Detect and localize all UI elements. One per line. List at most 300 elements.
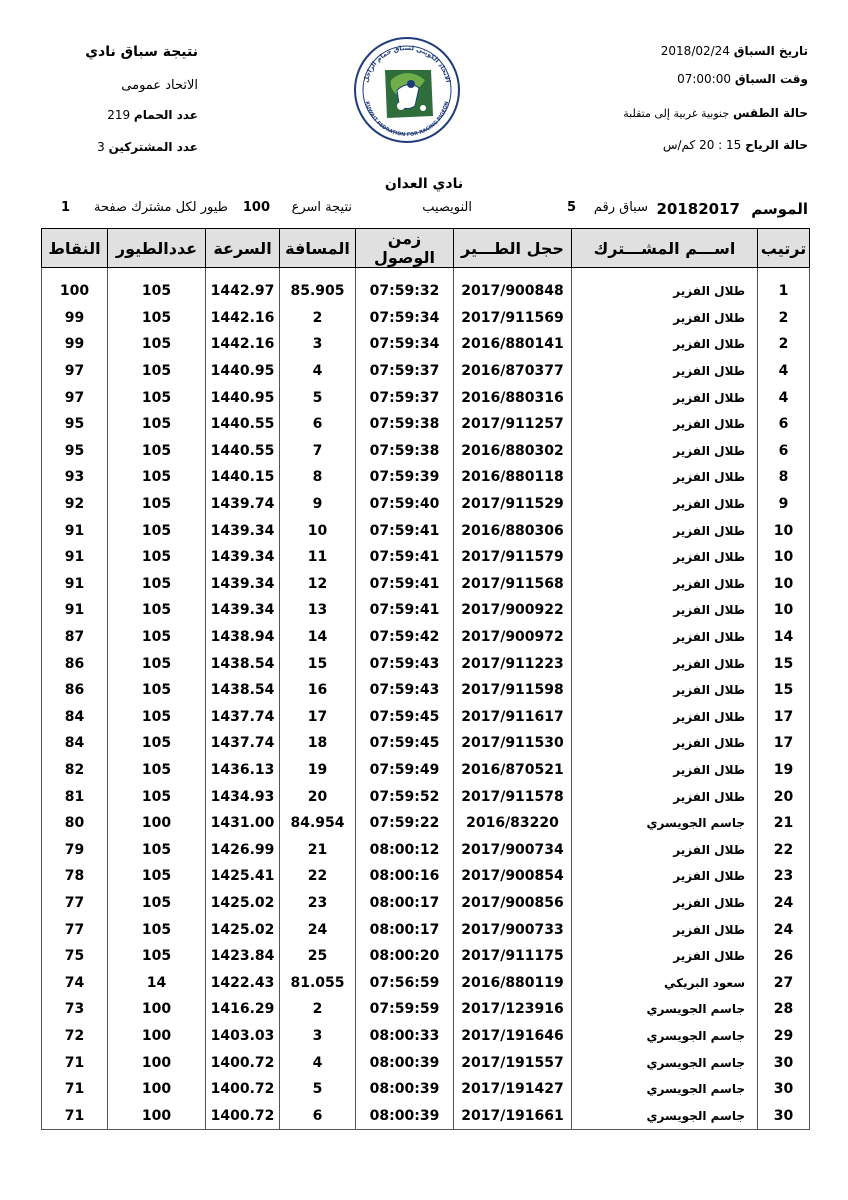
table-row bbox=[42, 757, 810, 784]
points-cell: 92 bbox=[42, 491, 108, 518]
distance-cell: 13 bbox=[280, 597, 356, 624]
ring-cell: 2017/123916 bbox=[454, 996, 572, 1023]
arrival-cell: 07:59:22 bbox=[356, 810, 454, 837]
participant-cell: طلال الفزير bbox=[572, 836, 758, 863]
points-cell: 91 bbox=[42, 517, 108, 544]
distance-cell: 4 bbox=[280, 1049, 356, 1076]
table-row bbox=[42, 571, 810, 598]
rank-cell: 29 bbox=[758, 1023, 810, 1050]
points-cell: 71 bbox=[42, 1049, 108, 1076]
distance-cell: 14 bbox=[280, 624, 356, 651]
rank-cell: 30 bbox=[758, 1102, 810, 1129]
arrival-cell: 08:00:39 bbox=[356, 1049, 454, 1076]
rank-cell: 4 bbox=[758, 384, 810, 411]
arrival-cell: 07:59:34 bbox=[356, 331, 454, 358]
distance-cell: 21 bbox=[280, 836, 356, 863]
table-row bbox=[42, 544, 810, 571]
participant-cell: سعود البريكي bbox=[572, 969, 758, 996]
ring-cell: 2016/870377 bbox=[454, 358, 572, 385]
table-row bbox=[42, 783, 810, 810]
birds-cell: 105 bbox=[108, 704, 206, 731]
fastest-value: 100 bbox=[242, 200, 270, 215]
table-row bbox=[42, 597, 810, 624]
arrival-cell: 08:00:17 bbox=[356, 890, 454, 917]
season-label: الموسم bbox=[751, 200, 808, 218]
table-row bbox=[42, 624, 810, 651]
ring-cell: 2017/911569 bbox=[454, 305, 572, 332]
birds-cell: 100 bbox=[108, 1023, 206, 1050]
points-cell: 91 bbox=[42, 571, 108, 598]
arrival-cell: 07:59:37 bbox=[356, 358, 454, 385]
participant-cell: جاسم الجويسري bbox=[572, 996, 758, 1023]
birds-cell: 100 bbox=[108, 996, 206, 1023]
participant-cell: جاسم الجويسري bbox=[572, 810, 758, 837]
arrival-cell: 08:00:39 bbox=[356, 1076, 454, 1103]
points-cell: 99 bbox=[42, 331, 108, 358]
speed-cell: 1422.43 bbox=[206, 969, 280, 996]
rank-cell: 14 bbox=[758, 624, 810, 651]
speed-cell: 1437.74 bbox=[206, 704, 280, 731]
speed-cell: 1425.41 bbox=[206, 863, 280, 890]
arrival-cell: 07:59:34 bbox=[356, 305, 454, 332]
participant-cell: طلال الفزير bbox=[572, 943, 758, 970]
pigeon-count-value: 219 bbox=[107, 108, 131, 122]
points-cell: 74 bbox=[42, 969, 108, 996]
rank-cell: 23 bbox=[758, 863, 810, 890]
participant-cell: طلال الفزير bbox=[572, 384, 758, 411]
birds-cell: 14 bbox=[108, 969, 206, 996]
table-row bbox=[42, 969, 810, 996]
arrival-cell: 07:59:32 bbox=[356, 278, 454, 305]
table-row bbox=[42, 278, 810, 305]
results-table bbox=[41, 228, 810, 1130]
race-date-value: 2018/02/24 bbox=[660, 44, 730, 58]
speed-cell: 1438.94 bbox=[206, 624, 280, 651]
participant-count-value: 3 bbox=[97, 140, 105, 154]
ring-cell: 2017/911223 bbox=[454, 650, 572, 677]
ring-cell: 2016/83220 bbox=[454, 810, 572, 837]
col-speed-header: السرعة bbox=[206, 229, 280, 268]
participant-cell: طلال الفزير bbox=[572, 544, 758, 571]
rank-cell: 30 bbox=[758, 1076, 810, 1103]
points-cell: 95 bbox=[42, 438, 108, 465]
arrival-cell: 07:59:59 bbox=[356, 996, 454, 1023]
rank-cell: 24 bbox=[758, 916, 810, 943]
participant-cell: طلال الفزير bbox=[572, 597, 758, 624]
ring-cell: 2017/911257 bbox=[454, 411, 572, 438]
points-cell: 78 bbox=[42, 863, 108, 890]
arrival-cell: 07:56:59 bbox=[356, 969, 454, 996]
rank-cell: 15 bbox=[758, 650, 810, 677]
fastest-label: نتيجة اسرع bbox=[291, 200, 352, 215]
rank-cell: 10 bbox=[758, 571, 810, 598]
col-rank-header: ترتيب bbox=[758, 229, 810, 268]
distance-cell: 84.954 bbox=[280, 810, 356, 837]
participant-cell: طلال الفزير bbox=[572, 517, 758, 544]
speed-cell: 1440.15 bbox=[206, 464, 280, 491]
speed-cell: 1442.16 bbox=[206, 331, 280, 358]
wind-value: 15 : 20 كم/س bbox=[662, 138, 742, 152]
points-cell: 97 bbox=[42, 384, 108, 411]
table-row bbox=[42, 1102, 810, 1129]
points-cell: 81 bbox=[42, 783, 108, 810]
table-row bbox=[42, 650, 810, 677]
birds-cell: 105 bbox=[108, 890, 206, 917]
participant-cell: جاسم الجويسري bbox=[572, 1076, 758, 1103]
participant-cell: جاسم الجويسري bbox=[572, 1023, 758, 1050]
speed-cell: 1426.99 bbox=[206, 836, 280, 863]
ring-cell: 2016/880302 bbox=[454, 438, 572, 465]
rank-cell: 6 bbox=[758, 438, 810, 465]
rank-cell: 30 bbox=[758, 1049, 810, 1076]
speed-cell: 1439.74 bbox=[206, 491, 280, 518]
birds-cell: 105 bbox=[108, 650, 206, 677]
table-row bbox=[42, 730, 810, 757]
race-time-label: وقت السباق bbox=[734, 72, 808, 86]
speed-cell: 1400.72 bbox=[206, 1102, 280, 1129]
rank-cell: 28 bbox=[758, 996, 810, 1023]
weather-label: حالة الطقس bbox=[732, 106, 808, 120]
distance-cell: 2 bbox=[280, 996, 356, 1023]
col-arrival-header: زمن الوصول bbox=[356, 229, 454, 268]
speed-cell: 1431.00 bbox=[206, 810, 280, 837]
ring-cell: 2017/911568 bbox=[454, 571, 572, 598]
rank-cell: 6 bbox=[758, 411, 810, 438]
table-row bbox=[42, 438, 810, 465]
table-row bbox=[42, 331, 810, 358]
distance-cell: 10 bbox=[280, 517, 356, 544]
points-cell: 84 bbox=[42, 704, 108, 731]
arrival-cell: 08:00:33 bbox=[356, 1023, 454, 1050]
logo-text-top: الاتحاد الكويتي لسباق حمام الزاجل bbox=[361, 43, 453, 84]
speed-cell: 1438.54 bbox=[206, 650, 280, 677]
rank-cell: 24 bbox=[758, 890, 810, 917]
points-cell: 82 bbox=[42, 757, 108, 784]
distance-cell: 18 bbox=[280, 730, 356, 757]
race-location: النويصيب bbox=[422, 200, 472, 215]
participant-count-label: عدد المشتركين bbox=[108, 140, 198, 154]
col-points-header: النقاط bbox=[42, 229, 108, 268]
birds-cell: 100 bbox=[108, 1049, 206, 1076]
birds-cell: 105 bbox=[108, 384, 206, 411]
birds-cell: 105 bbox=[108, 438, 206, 465]
arrival-cell: 08:00:39 bbox=[356, 1102, 454, 1129]
rank-cell: 8 bbox=[758, 464, 810, 491]
participant-cell: طلال الفزير bbox=[572, 331, 758, 358]
distance-cell: 2 bbox=[280, 305, 356, 332]
table-row bbox=[42, 996, 810, 1023]
speed-cell: 1436.13 bbox=[206, 757, 280, 784]
rank-cell: 4 bbox=[758, 358, 810, 385]
participant-cell: طلال الفزير bbox=[572, 890, 758, 917]
federation-logo bbox=[353, 36, 461, 144]
arrival-cell: 07:59:49 bbox=[356, 757, 454, 784]
ring-cell: 2017/191661 bbox=[454, 1102, 572, 1129]
points-cell: 91 bbox=[42, 597, 108, 624]
ring-cell: 2017/900733 bbox=[454, 916, 572, 943]
table-row bbox=[42, 863, 810, 890]
speed-cell: 1403.03 bbox=[206, 1023, 280, 1050]
ring-cell: 2017/900854 bbox=[454, 863, 572, 890]
table-row bbox=[42, 704, 810, 731]
distance-cell: 6 bbox=[280, 411, 356, 438]
speed-cell: 1439.34 bbox=[206, 597, 280, 624]
speed-cell: 1437.74 bbox=[206, 730, 280, 757]
points-cell: 95 bbox=[42, 411, 108, 438]
birds-cell: 105 bbox=[108, 757, 206, 784]
arrival-cell: 07:59:40 bbox=[356, 491, 454, 518]
participant-cell: طلال الفزير bbox=[572, 650, 758, 677]
speed-cell: 1440.95 bbox=[206, 358, 280, 385]
points-cell: 86 bbox=[42, 677, 108, 704]
rank-cell: 10 bbox=[758, 517, 810, 544]
arrival-cell: 07:59:41 bbox=[356, 597, 454, 624]
table-row bbox=[42, 916, 810, 943]
arrival-cell: 07:59:37 bbox=[356, 384, 454, 411]
ring-cell: 2017/191427 bbox=[454, 1076, 572, 1103]
participant-cell: جاسم الجويسري bbox=[572, 1102, 758, 1129]
rank-cell: 22 bbox=[758, 836, 810, 863]
speed-cell: 1434.93 bbox=[206, 783, 280, 810]
table-row bbox=[42, 1049, 810, 1076]
race-number-label: سباق رقم bbox=[593, 200, 648, 215]
table-row bbox=[42, 464, 810, 491]
ring-cell: 2016/880306 bbox=[454, 517, 572, 544]
points-cell: 97 bbox=[42, 358, 108, 385]
logo-text-bottom: KUWAIT FEDRATION FOR RACING PIGEON bbox=[363, 100, 451, 139]
birds-cell: 105 bbox=[108, 677, 206, 704]
points-cell: 77 bbox=[42, 890, 108, 917]
speed-cell: 1440.55 bbox=[206, 438, 280, 465]
race-date-label: تاريخ السباق bbox=[733, 44, 808, 58]
distance-cell: 7 bbox=[280, 438, 356, 465]
distance-cell: 22 bbox=[280, 863, 356, 890]
page-number: 1 bbox=[60, 200, 70, 215]
race-number-value: 5 bbox=[566, 200, 576, 215]
participant-cell: طلال الفزير bbox=[572, 438, 758, 465]
birds-cell: 105 bbox=[108, 278, 206, 305]
rank-cell: 1 bbox=[758, 278, 810, 305]
arrival-cell: 08:00:12 bbox=[356, 836, 454, 863]
table-row bbox=[42, 305, 810, 332]
table-row bbox=[42, 517, 810, 544]
participant-count bbox=[90, 140, 198, 154]
ring-cell: 2016/880118 bbox=[454, 464, 572, 491]
table-row bbox=[42, 384, 810, 411]
points-cell: 93 bbox=[42, 464, 108, 491]
speed-cell: 1442.16 bbox=[206, 305, 280, 332]
rank-cell: 10 bbox=[758, 597, 810, 624]
speed-cell: 1439.34 bbox=[206, 517, 280, 544]
speed-cell: 1442.97 bbox=[206, 278, 280, 305]
rank-cell: 19 bbox=[758, 757, 810, 784]
table-row bbox=[42, 810, 810, 837]
arrival-cell: 07:59:45 bbox=[356, 730, 454, 757]
distance-cell: 23 bbox=[280, 890, 356, 917]
ring-cell: 2017/911530 bbox=[454, 730, 572, 757]
participant-cell: جاسم الجويسري bbox=[572, 1049, 758, 1076]
distance-cell: 9 bbox=[280, 491, 356, 518]
arrival-cell: 08:00:16 bbox=[356, 863, 454, 890]
table-row bbox=[42, 943, 810, 970]
arrival-cell: 07:59:38 bbox=[356, 411, 454, 438]
race-info-line bbox=[40, 200, 808, 224]
speed-cell: 1440.95 bbox=[206, 384, 280, 411]
speed-cell: 1439.34 bbox=[206, 544, 280, 571]
arrival-cell: 07:59:41 bbox=[356, 571, 454, 598]
rank-cell: 15 bbox=[758, 677, 810, 704]
wind-label: حالة الرياح bbox=[745, 138, 808, 152]
participant-cell: طلال الفزير bbox=[572, 571, 758, 598]
birds-cell: 105 bbox=[108, 597, 206, 624]
report-title: نتيجة سباق نادي bbox=[85, 44, 198, 60]
weather-value: جنوبية غربية إلى متقلبة bbox=[623, 107, 730, 120]
table-row bbox=[42, 677, 810, 704]
results-body bbox=[42, 268, 810, 1130]
ring-cell: 2017/911175 bbox=[454, 943, 572, 970]
rank-cell: 20 bbox=[758, 783, 810, 810]
birds-cell: 105 bbox=[108, 305, 206, 332]
arrival-cell: 07:59:52 bbox=[356, 783, 454, 810]
arrival-cell: 07:59:45 bbox=[356, 704, 454, 731]
rank-cell: 17 bbox=[758, 704, 810, 731]
ring-cell: 2017/911598 bbox=[454, 677, 572, 704]
arrival-cell: 07:59:42 bbox=[356, 624, 454, 651]
distance-cell: 25 bbox=[280, 943, 356, 970]
speed-cell: 1425.02 bbox=[206, 890, 280, 917]
participant-cell: طلال الفزير bbox=[572, 916, 758, 943]
birds-cell: 100 bbox=[108, 1076, 206, 1103]
distance-cell: 85.905 bbox=[280, 278, 356, 305]
pigeon-count-label: عدد الحمام bbox=[133, 108, 198, 122]
birds-cell: 105 bbox=[108, 836, 206, 863]
participant-cell: طلال الفزير bbox=[572, 730, 758, 757]
weather bbox=[623, 106, 808, 120]
participant-cell: طلال الفزير bbox=[572, 358, 758, 385]
ring-cell: 2017/911579 bbox=[454, 544, 572, 571]
rank-cell: 9 bbox=[758, 491, 810, 518]
ring-cell: 2016/880141 bbox=[454, 331, 572, 358]
points-cell: 99 bbox=[42, 305, 108, 332]
participant-cell: طلال الفزير bbox=[572, 464, 758, 491]
table-row bbox=[42, 1023, 810, 1050]
participant-cell: طلال الفزير bbox=[572, 677, 758, 704]
birds-cell: 105 bbox=[108, 863, 206, 890]
distance-cell: 4 bbox=[280, 358, 356, 385]
birds-cell: 105 bbox=[108, 544, 206, 571]
table-row bbox=[42, 411, 810, 438]
rank-cell: 26 bbox=[758, 943, 810, 970]
birds-cell: 105 bbox=[108, 358, 206, 385]
participant-cell: طلال الفزير bbox=[572, 411, 758, 438]
season-value: 20182017 bbox=[656, 200, 740, 218]
speed-cell: 1439.34 bbox=[206, 571, 280, 598]
arrival-cell: 07:59:38 bbox=[356, 438, 454, 465]
birds-cell: 105 bbox=[108, 517, 206, 544]
col-ring-header: حجل الطـــير bbox=[454, 229, 572, 268]
birds-cell: 100 bbox=[108, 810, 206, 837]
distance-cell: 15 bbox=[280, 650, 356, 677]
distance-cell: 5 bbox=[280, 384, 356, 411]
points-cell: 80 bbox=[42, 810, 108, 837]
points-cell: 75 bbox=[42, 943, 108, 970]
points-cell: 100 bbox=[42, 278, 108, 305]
speed-cell: 1416.29 bbox=[206, 996, 280, 1023]
birds-cell: 105 bbox=[108, 783, 206, 810]
col-distance-header: المسافة bbox=[280, 229, 356, 268]
arrival-cell: 08:00:17 bbox=[356, 916, 454, 943]
club-name: نادي العدان bbox=[384, 176, 464, 192]
ring-cell: 2017/900972 bbox=[454, 624, 572, 651]
speed-cell: 1400.72 bbox=[206, 1076, 280, 1103]
table-row bbox=[42, 491, 810, 518]
participant-cell: طلال الفزير bbox=[572, 757, 758, 784]
pigeon-count bbox=[90, 108, 198, 122]
speed-cell: 1438.54 bbox=[206, 677, 280, 704]
points-cell: 77 bbox=[42, 916, 108, 943]
birds-cell: 100 bbox=[108, 1102, 206, 1129]
birds-cell: 105 bbox=[108, 916, 206, 943]
distance-cell: 19 bbox=[280, 757, 356, 784]
distance-cell: 3 bbox=[280, 1023, 356, 1050]
birds-cell: 105 bbox=[108, 571, 206, 598]
birds-cell: 105 bbox=[108, 491, 206, 518]
race-time bbox=[677, 72, 808, 86]
points-cell: 87 bbox=[42, 624, 108, 651]
ring-cell: 2017/191646 bbox=[454, 1023, 572, 1050]
rank-cell: 10 bbox=[758, 544, 810, 571]
ring-cell: 2017/900856 bbox=[454, 890, 572, 917]
points-cell: 84 bbox=[42, 730, 108, 757]
points-cell: 86 bbox=[42, 650, 108, 677]
col-birds-header: عددالطيور bbox=[108, 229, 206, 268]
distance-cell: 8 bbox=[280, 464, 356, 491]
participant-cell: طلال الفزير bbox=[572, 783, 758, 810]
race-time-value: 07:00:00 bbox=[677, 72, 731, 86]
points-cell: 71 bbox=[42, 1102, 108, 1129]
col-participant-header: اســـم المشـــترك bbox=[572, 229, 758, 268]
distance-cell: 3 bbox=[280, 331, 356, 358]
participant-cell: طلال الفزير bbox=[572, 305, 758, 332]
ring-cell: 2017/900848 bbox=[454, 278, 572, 305]
table-row bbox=[42, 1076, 810, 1103]
speed-cell: 1400.72 bbox=[206, 1049, 280, 1076]
birds-cell: 105 bbox=[108, 411, 206, 438]
participant-cell: طلال الفزير bbox=[572, 863, 758, 890]
distance-cell: 6 bbox=[280, 1102, 356, 1129]
table-header-row bbox=[42, 229, 810, 268]
distance-cell: 20 bbox=[280, 783, 356, 810]
arrival-cell: 07:59:41 bbox=[356, 544, 454, 571]
rank-cell: 21 bbox=[758, 810, 810, 837]
participant-cell: طلال الفزير bbox=[572, 278, 758, 305]
distance-cell: 11 bbox=[280, 544, 356, 571]
distance-cell: 16 bbox=[280, 677, 356, 704]
rank-cell: 2 bbox=[758, 305, 810, 332]
arrival-cell: 07:59:43 bbox=[356, 650, 454, 677]
table-row bbox=[42, 890, 810, 917]
speed-cell: 1423.84 bbox=[206, 943, 280, 970]
race-date bbox=[661, 44, 808, 58]
birds-per-page-label: طيور لكل مشترك صفحة bbox=[94, 200, 228, 215]
points-cell: 91 bbox=[42, 544, 108, 571]
ring-cell: 2017/191557 bbox=[454, 1049, 572, 1076]
table-row bbox=[42, 358, 810, 385]
speed-cell: 1440.55 bbox=[206, 411, 280, 438]
points-cell: 73 bbox=[42, 996, 108, 1023]
rank-cell: 27 bbox=[758, 969, 810, 996]
participant-cell: طلال الفزير bbox=[572, 491, 758, 518]
